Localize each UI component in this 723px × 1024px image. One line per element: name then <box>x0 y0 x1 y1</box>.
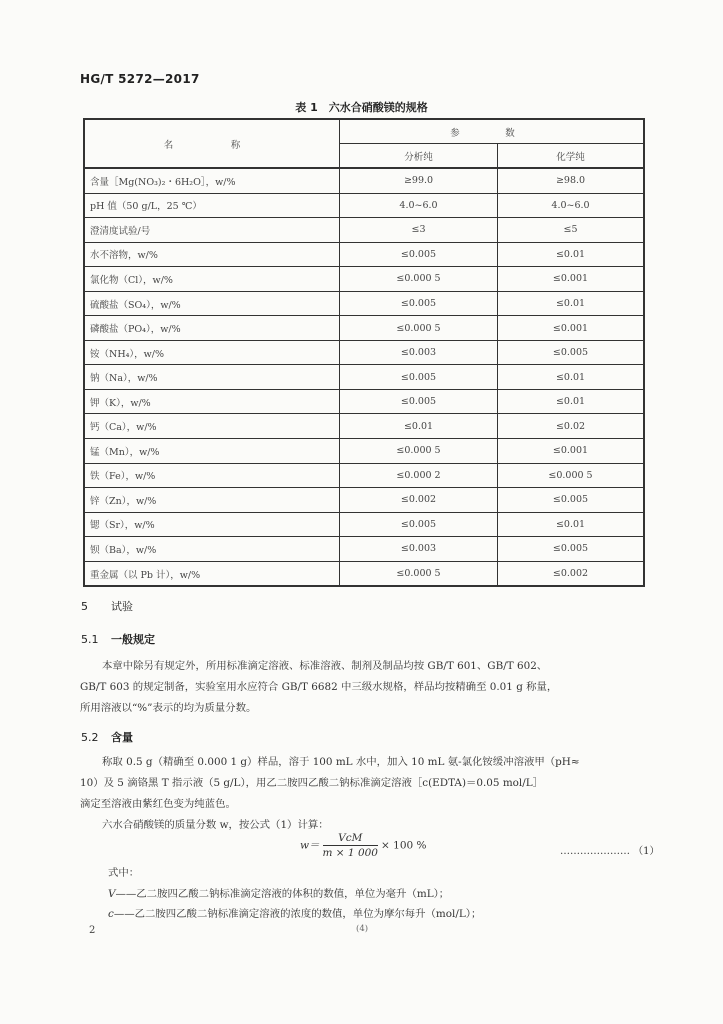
chemical-grade-cell: ≤0.01 <box>498 242 645 267</box>
analytical-grade-cell: ≤0.005 <box>340 389 498 414</box>
chemical-grade-cell: ≤0.005 <box>498 537 645 562</box>
row-name-cell: 澄清度试验/号 <box>84 218 340 243</box>
analytical-grade-cell: ≤0.000 5 <box>340 561 498 586</box>
analytical-grade-cell: ≤0.005 <box>340 291 498 316</box>
chemical-grade-cell: ≤0.002 <box>498 561 645 586</box>
paragraph-general-rules <box>80 656 642 719</box>
chemical-grade-cell: ≤0.001 <box>498 316 645 341</box>
row-name-cell: 锰（Mn），w/% <box>84 439 340 464</box>
section-title: 一般规定 <box>111 633 155 646</box>
table-title: 表 1 六水合硝酸镁的规格 <box>295 101 428 114</box>
section-heading-5-2 <box>81 729 133 745</box>
table-row <box>84 561 644 586</box>
paragraph-line: 滴定至溶液由紫红色变为纯蓝色。 <box>80 798 236 810</box>
paragraph-line: 10）及 5 滴铬黑 T 指示液（5 g/L），用乙二胺四乙酸二钠标准滴定溶液［c(EDTA)＝0.05 mol/L］ <box>80 777 544 789</box>
chemical-grade-cell: ≤0.01 <box>498 365 645 390</box>
row-name-cell: 含量［Mg(NO₃)₂・6H₂O］，w/% <box>84 168 340 193</box>
analytical-grade-cell: ≤0.000 5 <box>340 267 498 292</box>
table-row <box>84 365 644 390</box>
formula-fraction <box>323 832 379 859</box>
chemical-grade-cell: ≥98.0 <box>498 168 645 193</box>
formula-multiplier: × 100 % <box>381 839 427 852</box>
paragraph-line: 本章中除另有规定外，所用标准滴定溶液、标准溶液、制剂及制品均按 GB/T 601、GB/T 602、 <box>102 660 548 672</box>
section-number: 5.2 <box>81 731 99 744</box>
row-name-cell: 重金属（以 Pb 计），w/% <box>84 561 340 586</box>
chemical-grade-cell: ≤0.001 <box>498 267 645 292</box>
analytical-grade-cell: 4.0~6.0 <box>340 193 498 218</box>
section-title: 含量 <box>111 731 133 744</box>
formula-1 <box>300 832 427 859</box>
analytical-grade-cell: ≤0.003 <box>340 340 498 365</box>
analytical-grade-cell: ≤0.005 <box>340 512 498 537</box>
table-row <box>84 193 644 218</box>
definitions-intro: 式中： <box>108 867 140 879</box>
table-row <box>84 267 644 292</box>
footer-mark: (4) <box>356 924 369 934</box>
equation-number: ………………… （1） <box>560 846 660 857</box>
table-row <box>84 439 644 464</box>
chemical-grade-cell: ≤0.005 <box>498 488 645 513</box>
table-row <box>84 488 644 513</box>
table-row <box>84 316 644 341</box>
row-name-cell: 锌（Zn），w/% <box>84 488 340 513</box>
table-row <box>84 463 644 488</box>
analytical-grade-cell: ≥99.0 <box>340 168 498 193</box>
analytical-grade-cell: ≤0.000 2 <box>340 463 498 488</box>
paragraph-line: GB/T 603 的规定制备，实验室用水应符合 GB/T 6682 中三级水规格，样品均按精确至 0.01 g 称量， <box>80 681 558 693</box>
section-heading-5 <box>81 598 133 614</box>
analytical-grade-cell: ≤0.01 <box>340 414 498 439</box>
chemical-grade-cell: ≤0.01 <box>498 291 645 316</box>
table-row <box>84 218 644 243</box>
paragraph-line: 称取 0.5 g（精确至 0.000 1 g）样品，溶于 100 mL 水中，加入 10 mL 氨-氯化铵缓冲溶液甲（pH≈ <box>102 756 580 768</box>
row-name-cell: 铵（NH₄），w/% <box>84 340 340 365</box>
specification-table <box>83 118 645 587</box>
table-row <box>84 168 644 193</box>
analytical-grade-cell: ≤0.002 <box>340 488 498 513</box>
paragraph-line: 六水合硝酸镁的质量分数 w，按公式（1）计算： <box>102 819 329 831</box>
row-name-cell: 钡（Ba），w/% <box>84 537 340 562</box>
row-name-cell: 钾（K），w/% <box>84 389 340 414</box>
table-row <box>84 414 644 439</box>
chemical-grade-cell: ≤0.02 <box>498 414 645 439</box>
table-row <box>84 389 644 414</box>
definition-text: ——乙二胺四乙酸二钠标准滴定溶液的体积的数值，单位为毫升（mL）； <box>115 888 450 900</box>
definition-item <box>108 905 481 920</box>
row-name-cell: 锶（Sr），w/% <box>84 512 340 537</box>
analytical-grade-cell: ≤0.005 <box>340 242 498 267</box>
column-header-analytical-grade: 分析纯 <box>340 144 498 169</box>
section-number: 5.1 <box>81 633 99 646</box>
section-title: 试验 <box>111 600 133 613</box>
paragraph-content-method <box>80 752 642 836</box>
formula-denominator: m × 1 000 <box>322 847 378 859</box>
chemical-grade-cell: ≤0.000 5 <box>498 463 645 488</box>
definition-item <box>108 885 449 900</box>
row-name-cell: pH 值（50 g/L，25 ℃） <box>84 193 340 218</box>
row-name-cell: 铁（Fe），w/% <box>84 463 340 488</box>
definition-symbol: V <box>108 888 116 900</box>
formula-numerator: VcM <box>323 832 379 846</box>
chemical-grade-cell: ≤0.01 <box>498 389 645 414</box>
analytical-grade-cell: ≤0.003 <box>340 537 498 562</box>
analytical-grade-cell: ≤0.000 5 <box>340 439 498 464</box>
definition-text: ——乙二胺四乙酸二钠标准滴定溶液的浓度的数值，单位为摩尔每升（mol/L）； <box>113 908 482 920</box>
table-row <box>84 242 644 267</box>
formula-lhs: w＝ <box>300 839 320 852</box>
standard-code: HG/T 5272—2017 <box>80 72 200 86</box>
definition-symbol: c <box>108 908 114 920</box>
row-name-cell: 磷酸盐（PO₄），w/% <box>84 316 340 341</box>
chemical-grade-cell: 4.0~6.0 <box>498 193 645 218</box>
row-name-cell: 钠（Na），w/% <box>84 365 340 390</box>
analytical-grade-cell: ≤0.000 5 <box>340 316 498 341</box>
table-row <box>84 537 644 562</box>
analytical-grade-cell: ≤0.005 <box>340 365 498 390</box>
row-name-cell: 钙（Ca），w/% <box>84 414 340 439</box>
chemical-grade-cell: ≤0.01 <box>498 512 645 537</box>
section-number: 5 <box>81 600 88 613</box>
chemical-grade-cell: ≤0.005 <box>498 340 645 365</box>
row-name-cell: 硫酸盐（SO₄），w/% <box>84 291 340 316</box>
chemical-grade-cell: ≤5 <box>498 218 645 243</box>
column-header-chemical-grade: 化学纯 <box>498 144 645 169</box>
chemical-grade-cell: ≤0.001 <box>498 439 645 464</box>
section-heading-5-1 <box>81 631 155 647</box>
table-row <box>84 340 644 365</box>
row-name-cell: 氯化物（Cl），w/% <box>84 267 340 292</box>
paragraph-line: 所用溶液以“%”表示的均为质量分数。 <box>80 702 257 714</box>
table-row <box>84 512 644 537</box>
column-header-name: 名 称 <box>84 119 340 168</box>
row-name-cell: 水不溶物，w/% <box>84 242 340 267</box>
table-row <box>84 291 644 316</box>
column-header-parameters: 参 数 <box>340 119 645 144</box>
page-number: 2 <box>89 925 96 936</box>
analytical-grade-cell: ≤3 <box>340 218 498 243</box>
